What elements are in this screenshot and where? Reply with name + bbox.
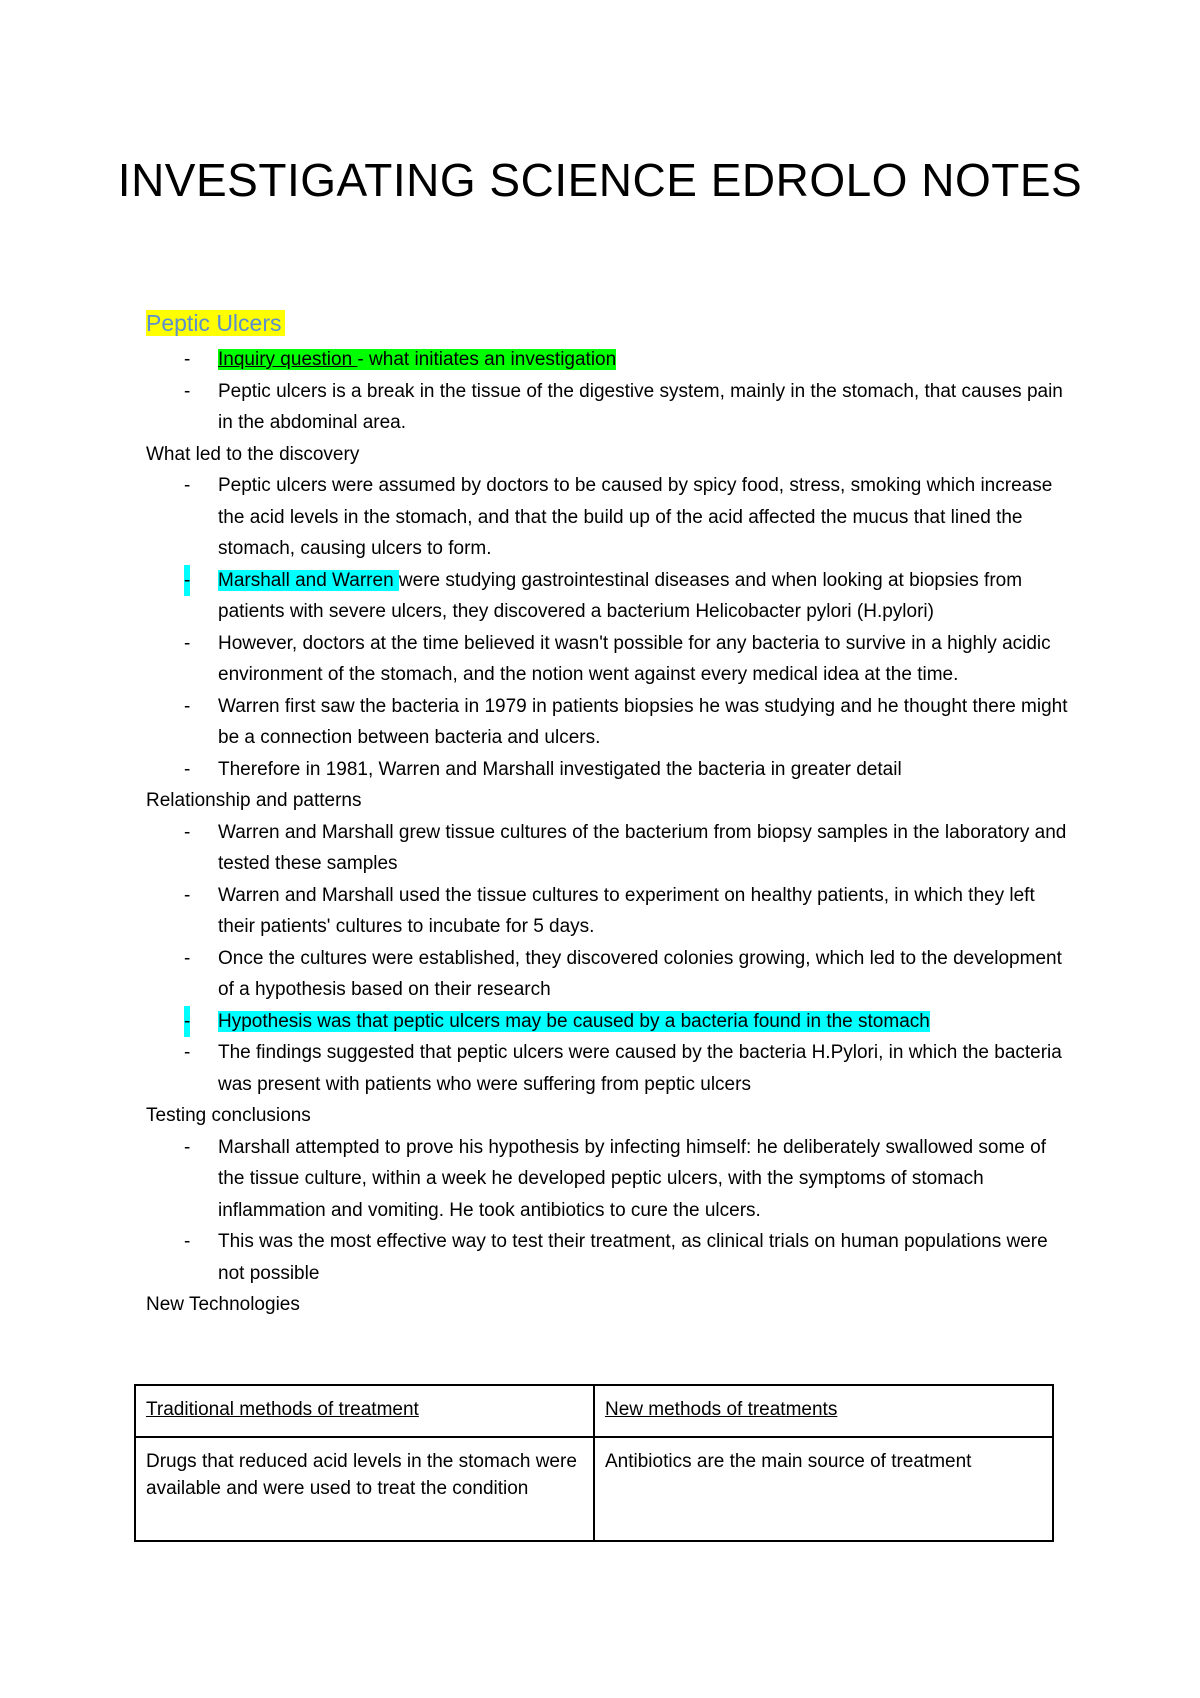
list-item <box>146 344 1076 376</box>
list-item-text: Peptic ulcers were assumed by doctors to be caused by spicy food, stress, smoking which increase the acid levels in the stomach, and that the build up of the acid affected the mucus that lined the stomach, causing ulcers to form. <box>218 475 1053 559</box>
list-item-text: Warren and Marshall used the tissue cultures to experiment on healthy patients, in which they left their patients' cultures to incubate for 5 days. <box>218 884 1035 937</box>
bullet-dash: - <box>184 1042 191 1063</box>
inquiry-question-label: Inquiry question <box>218 349 358 370</box>
list-item-text: However, doctors at the time believed it wasn't possible for any bacteria to survive in a highly acidic environment of the stomach, and the notion went against every medical idea at the time. <box>218 632 1051 685</box>
bullet-dash: - <box>184 475 191 496</box>
bullet-dash: - <box>184 1006 190 1038</box>
highlighted-names: Marshall and Warren <box>218 569 399 591</box>
subheading-testing: Testing conclusions <box>146 1105 311 1126</box>
intro-list <box>146 344 1076 439</box>
document-title: INVESTIGATING SCIENCE EDROLO NOTES <box>117 154 1083 206</box>
bullet-dash: - <box>184 821 191 843</box>
new-methods-header: New methods of treatments <box>605 1399 838 1420</box>
list-item <box>146 1006 1076 1038</box>
list-item-text: The findings suggested that peptic ulcers were caused by the bacteria H.Pylori, in which the bacteria was present with patients who were suffering from peptic ulcers <box>218 1042 1062 1095</box>
list-item <box>146 628 1076 691</box>
list-item <box>146 1226 1076 1289</box>
traditional-methods-header: Traditional methods of treatment <box>146 1399 419 1420</box>
subheading-technologies: New Technologies <box>146 1294 300 1315</box>
bullet-dash: - <box>184 947 191 969</box>
list-item <box>146 1037 1076 1100</box>
list-item-text: Marshall attempted to prove his hypothesis by infecting himself: he deliberately swallowed some of the tissue culture, within a week he developed peptic ulcers, with the symptoms of stomach inflammation and vomiting. He took antibiotics to cure the ulcers. <box>218 1136 1046 1221</box>
table-header-row <box>135 1385 1053 1437</box>
subheading-discovery: What led to the discovery <box>146 443 360 465</box>
section-title <box>146 306 1076 340</box>
bullet-dash: - <box>184 758 191 780</box>
definition-text: Peptic ulcers is a break in the tissue of the digestive system, mainly in the stomach, that causes pain in the abdominal area. <box>218 380 1063 433</box>
bullet-dash: - <box>184 1231 191 1252</box>
list-item <box>146 376 1076 439</box>
list-item <box>146 754 1076 786</box>
bullet-dash: - <box>184 349 191 370</box>
discovery-list <box>146 470 1076 785</box>
hypothesis-text: Hypothesis was that peptic ulcers may be caused by a bacteria found in the stomach <box>218 1010 930 1032</box>
list-item <box>146 470 1076 565</box>
bullet-dash: - <box>184 632 191 654</box>
table-row <box>135 1437 1053 1541</box>
list-item-text: Warren and Marshall grew tissue cultures of the bacterium from biopsy samples in the laboratory and tested these samples <box>218 821 1067 874</box>
notes-body <box>146 306 1076 1321</box>
list-item-text: Warren first saw the bacteria in 1979 in patients biopsies he was studying and he thought there might be a connection between bacteria and ulcers. <box>218 695 1068 748</box>
table-header-cell <box>135 1385 594 1437</box>
list-item-text: Once the cultures were established, they discovered colonies growing, which led to the development of a hypothesis based on their research <box>218 947 1062 1000</box>
list-item <box>146 691 1076 754</box>
table-header-cell <box>594 1385 1053 1437</box>
table-cell: Drugs that reduced acid levels in the stomach were available and were used to treat the condition <box>135 1437 594 1541</box>
list-item-text: were studying gastrointestinal diseases and when looking at biopsies from patients with severe ulcers, they discovered a bacterium Helicobacter pylori (H.pylori) <box>218 569 1023 622</box>
inquiry-question-text: - what initiates an investigation <box>357 349 617 370</box>
list-item <box>146 817 1076 880</box>
table-cell: Antibiotics are the main source of treatment <box>594 1437 1053 1541</box>
list-item <box>146 1132 1076 1227</box>
bullet-dash: - <box>184 695 191 717</box>
bullet-dash: - <box>184 565 190 597</box>
subheading-relationship: Relationship and patterns <box>146 790 362 811</box>
list-item <box>146 943 1076 1006</box>
treatment-table-container <box>134 1384 1054 1542</box>
bullet-dash: - <box>184 884 191 906</box>
bullet-dash: - <box>184 380 191 402</box>
list-item <box>146 565 1076 628</box>
treatment-methods-table <box>134 1384 1054 1542</box>
relationship-list <box>146 817 1076 1101</box>
list-item-text: Therefore in 1981, Warren and Marshall investigated the bacteria in greater detail <box>218 758 902 780</box>
list-item-text: This was the most effective way to test their treatment, as clinical trials on human populations were not possible <box>218 1231 1048 1284</box>
section-title-text: Peptic Ulcers <box>146 310 285 336</box>
bullet-dash: - <box>184 1136 191 1158</box>
list-item <box>146 880 1076 943</box>
testing-list <box>146 1132 1076 1290</box>
